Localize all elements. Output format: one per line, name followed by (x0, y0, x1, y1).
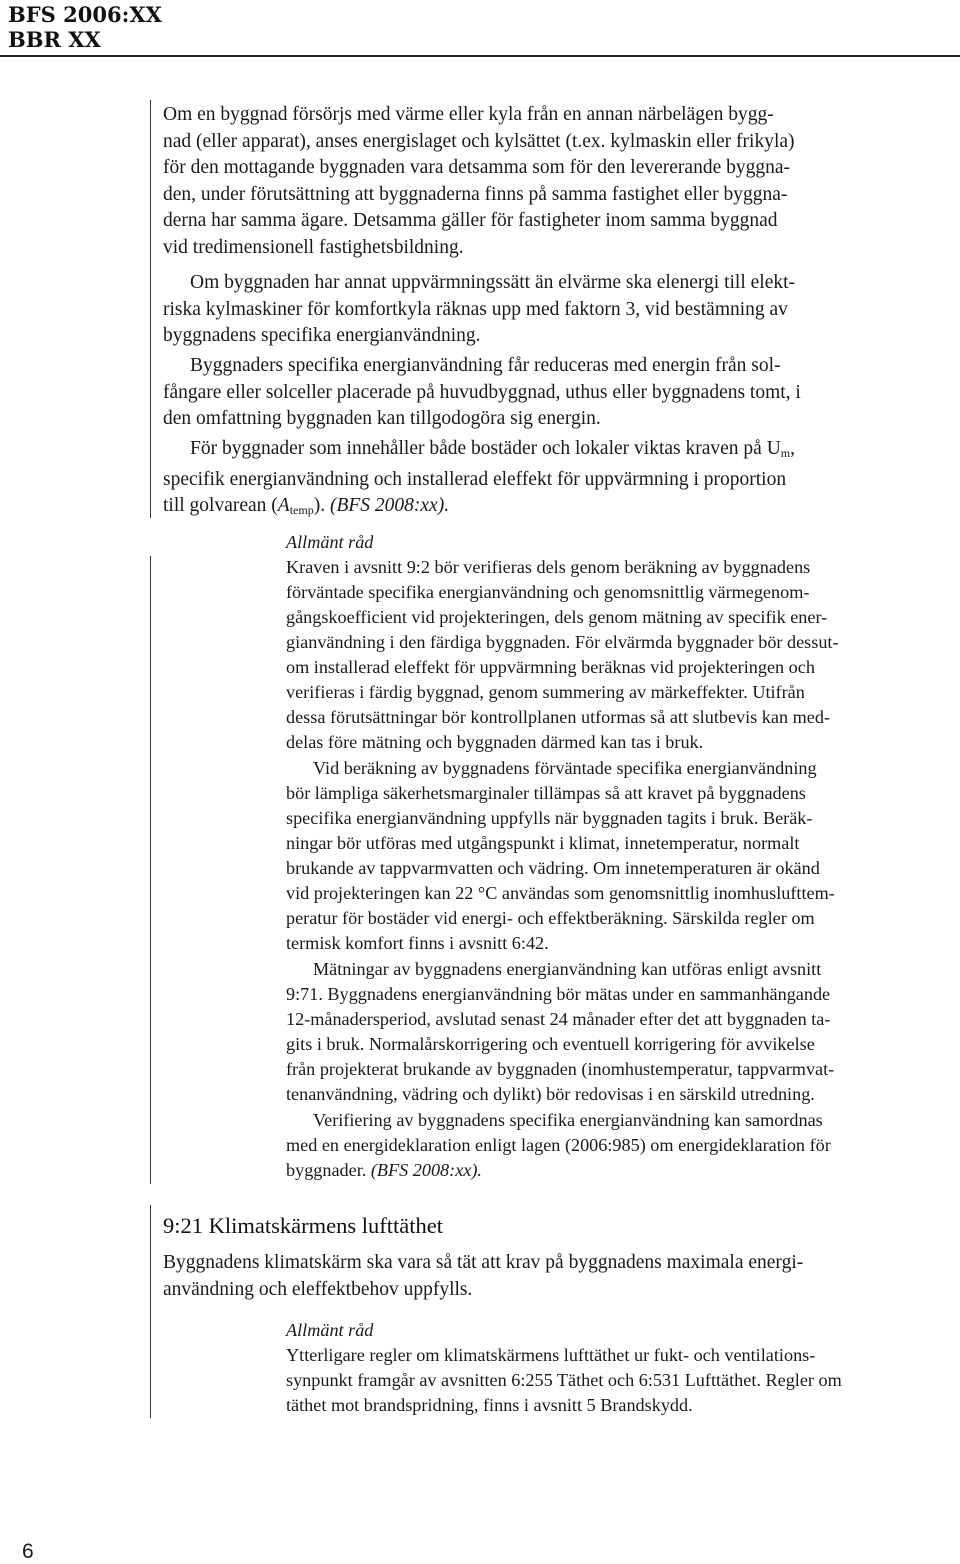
paragraph-district-heating: Om en byggnad försörjs med värme eller kyla från en annan närbelägen bygg- nad (eller apparat), anses energislaget och kylsättet (t.ex. kylmaskin eller frikyla) för den mottagande byggnaden vara detsamma som för den levererande byggna- den, under förutsättning att byggnaderna finns på samma fastighet eller byggna- derna har samma ägare. Detsamma gäller för fastigheter inom samma byggnad vid tredimensionell fastighetsbildning. (163, 104, 795, 258)
header-divider (0, 55, 960, 57)
advice-paragraph-airtightness-rules: Ytterligare regler om klimatskärmens lufttäthet ur fukt- och ventilations- synpunkt framgår av avsnitten 6:255 Täthet och 6:531 Lufttäthet. Regler om täthet mot brandspridning, finns i avsnitt 5 Brandskydd. (286, 1345, 842, 1415)
general-advice-label: Allmänt råd (286, 532, 374, 552)
change-bar (150, 556, 151, 1184)
paragraph-airtightness: Byggnadens klimatskärm ska vara så tät att krav på byggnadens maximala energi- användning och eleffektbehov uppfylls. (163, 1252, 804, 1300)
advice-paragraph-declaration: Verifiering av byggnadens specifika energianvändning kan samordnas med en energideklaration enligt lagen (2006:985) om energideklaration för byggnader. (BFS 2008:xx). (286, 1110, 831, 1180)
advice-paragraph-verification: Kraven i avsnitt 9:2 bör verifieras dels genom beräkning av byggnadens förväntade specifika energianvändning och genomsnittlig värmegenom- gångskoefficient vid projekteringen, dels genom mätning av specifik ener- gianvändning i den färdiga byggnaden. För elvärmda byggnader bör dessut- om installerad eleffekt för uppvärmning beräknas vid projekteringen och verifieras i färdig byggnad, genom summering av märkeffekter. Utifrån dessa förutsättningar bör kontrollplanen utformas så att slutbevis kan med- delas före mätning och byggnaden därmed kan tas i bruk. (286, 557, 839, 752)
change-bar (150, 100, 151, 518)
paragraph-solar-reduction: Byggnaders specifika energianvändning får reduceras med energin från sol- fångare eller solceller placerade på huvudbyggnad, uthus eller byggnadens tomt, i den omfattning byggnaden kan tillgodogöra sig energin. (163, 355, 801, 429)
advice-paragraph-measurement: Mätningar av byggnadens energianvändning kan utföras enligt avsnitt 9:71. Byggnadens energianvändning bör mätas under en sammanhängande 12-månadersperiod, avslutad senast 24 månader efter det att byggnaden ta- gits i bruk. Normalårskorrigering och eventuell korrigering för avvikelse från projekterat brukande av byggnaden (inomhustemperatur, tappvarmvat- tenanvändning, vädring och dylikt) bör redovisas i en särskild utredning. (286, 959, 835, 1104)
header-regulation-name: BBR XX (8, 27, 101, 52)
change-bar (150, 1205, 151, 1418)
bfs-reference: (BFS 2008:xx). (329, 495, 450, 516)
header-regulation-code: BFS 2006:XX (8, 2, 162, 27)
section-heading: 9:21 Klimatskärmens lufttäthet (163, 1213, 443, 1238)
paragraph-mixed-use: För byggnader som innehåller både bostäder och lokaler viktas kraven på $U_m$, specifik energianvändning och installerad eleffekt för uppvärmning i proportion till golvarean $(A_{temp})$. (BFS 2008:xx). (163, 438, 795, 517)
bfs-reference: (BFS 2008:xx). (370, 1160, 482, 1180)
page-number: 6 (22, 1540, 34, 1563)
advice-paragraph-calculation: Vid beräkning av byggnadens förväntade specifika energianvändning bör lämpliga säkerhetsmarginaler tillämpas så att kravet på byggnadens specifika energianvändning uppfylls när byggnaden tagits i bruk. Beräk- ningar bör utföras med utgångspunkt i klimat, innetemperatur, normalt brukande av tappvarmvatten och vädring. Om innetemperaturen är okänd vid projekteringen kan 22 °C användas som genomsnittlig inomhuslufttem- peratur för bostäder vid energi- och effektberäkning. Särskilda regler om termisk komfort finns i avsnitt 6:42. (286, 758, 835, 953)
document-header (8, 2, 162, 52)
general-advice-label: Allmänt råd (286, 1320, 374, 1340)
paragraph-electric-cooling: Om byggnaden har annat uppvärmningssätt än elvärme ska elenergi till elekt- riska kylmaskiner för komfortkyla räknas upp med faktorn 3, vid bestämning av byggnadens specifika energianvändning. (163, 272, 796, 346)
